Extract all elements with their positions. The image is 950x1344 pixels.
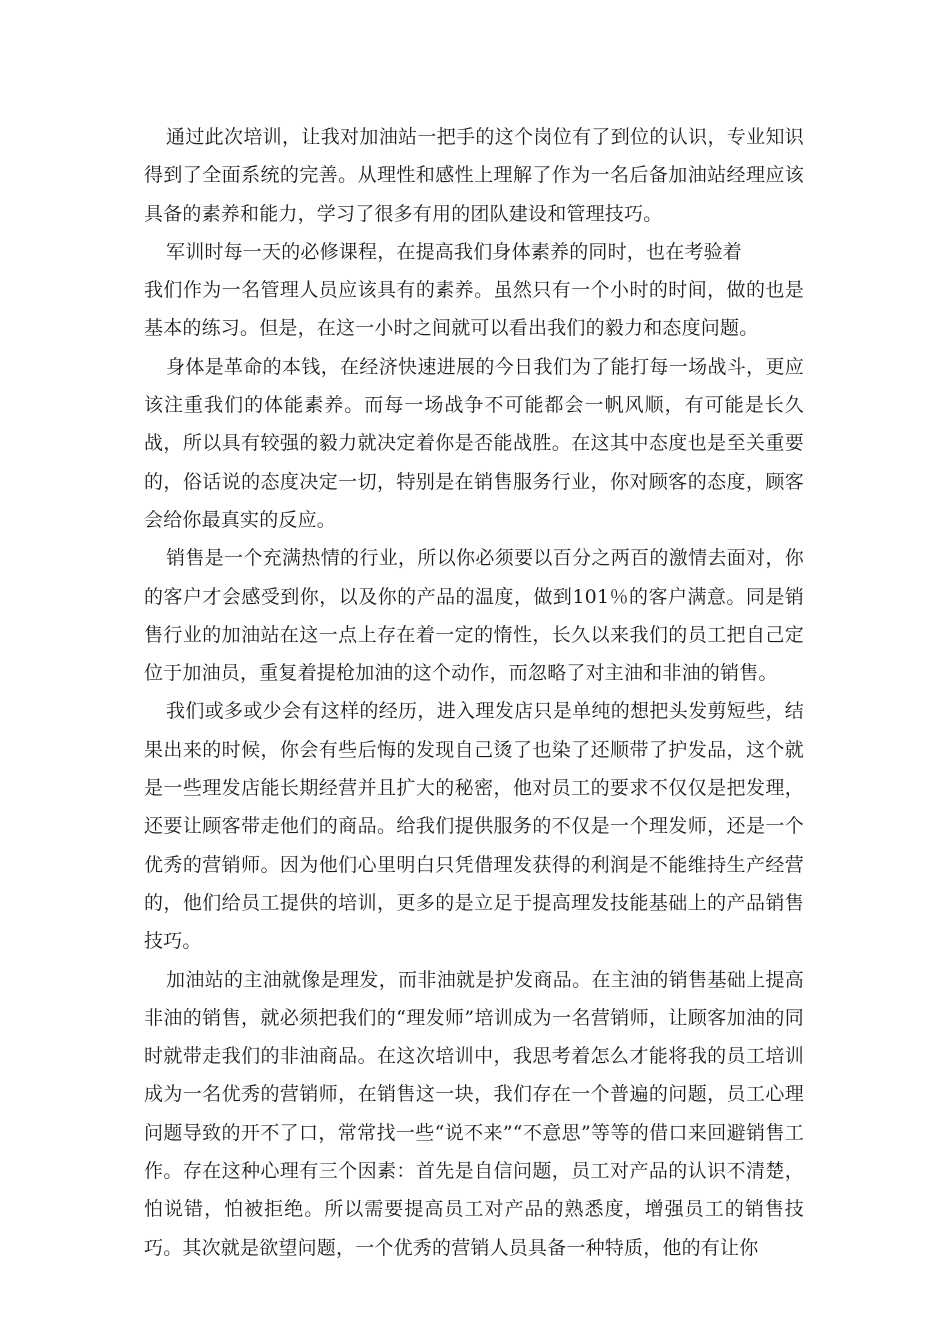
paragraph-non-oil-sales: 加油站的主油就像是理发，而非油就是护发商品。在主油的销售基础上提高非油的销售，就必须把我们的“理发师”培训成为一名营销师，让顾客加油的同时就带走我们的非油商品。在这次培训中，我思考着怎么才能将我的员工培训成为一名优秀的营销师，在销售这一块，我们存在一个普遍的问题，员工心理问题导致的开不了口，常常找一些“说不来”“不意思”等等的借口来回避销售工作。存在这种心理有三个因素：首先是自信问题，员工对产品的认识不清楚，怕说错，怕被拒绝。所以需要提高员工对产品的熟悉度，增强员工的销售技巧。其次就是欲望问题，一个优秀的营销人员具备一种特质，他的有让你 bbox=[144, 968, 804, 1259]
paragraph-management-qualities: 我们作为一名管理人员应该具有的素养。虽然只有一个小时的时间，做的也是基本的练习。但是，在这一小时之间就可以看出我们的毅力和态度问题。 bbox=[144, 279, 804, 340]
paragraph-training-summary: 通过此次培训，让我对加油站一把手的这个岗位有了到位的认识，专业知识得到了全面系统的完善。从理性和感性上理解了作为一名后备加油站经理应该具备的素养和能力，学习了很多有用的团队建设和管理技巧。 bbox=[144, 126, 804, 225]
document-body bbox=[144, 118, 804, 1267]
paragraph-physical-fitness: 身体是革命的本钱，在经济快速进展的今日我们为了能打每一场战斗，更应该注重我们的体能素养。而每一场战争不可能都会一帆风顺，有可能是长久战，所以具有较强的毅力就决定着你是否能战胜。在这其中态度也是至关重要的，俗话说的态度决定一切，特别是在销售服务行业，你对顾客的态度，顾客会给你最真实的反应。 bbox=[144, 355, 804, 531]
paragraph-sales-passion: 销售是一个充满热情的行业，所以你必须要以百分之两百的激情去面对，你的客户才会感受到你，以及你的产品的温度，做到101％的客户满意。同是销售行业的加油站在这一点上存在着一定的惰性，长久以来我们的员工把自己定位于加油员，重复着提枪加油的这个动作，而忽略了对主油和非油的销售。 bbox=[144, 547, 804, 685]
paragraph-military-training: 军训时每一天的必修课程，在提高我们身体素养的同时，也在考验着 bbox=[166, 240, 743, 263]
paragraph-barbershop-analogy: 我们或多或少会有这样的经历，进入理发店只是单纯的想把头发剪短些，结果出来的时候，你会有些后悔的发现自己烫了也染了还顺带了护发品，这个就是一些理发店能长期经营并且扩大的秘密，他对员工的要求不仅仅是把发理，还要让顾客带走他们的商品。给我们提供服务的不仅是一个理发师，还是一个优秀的营销师。因为他们心里明白只凭借理发获得的利润是不能维持生产经营的，他们给员工提供的培训，更多的是立足于提高理发技能基础上的产品销售技巧。 bbox=[144, 700, 804, 953]
